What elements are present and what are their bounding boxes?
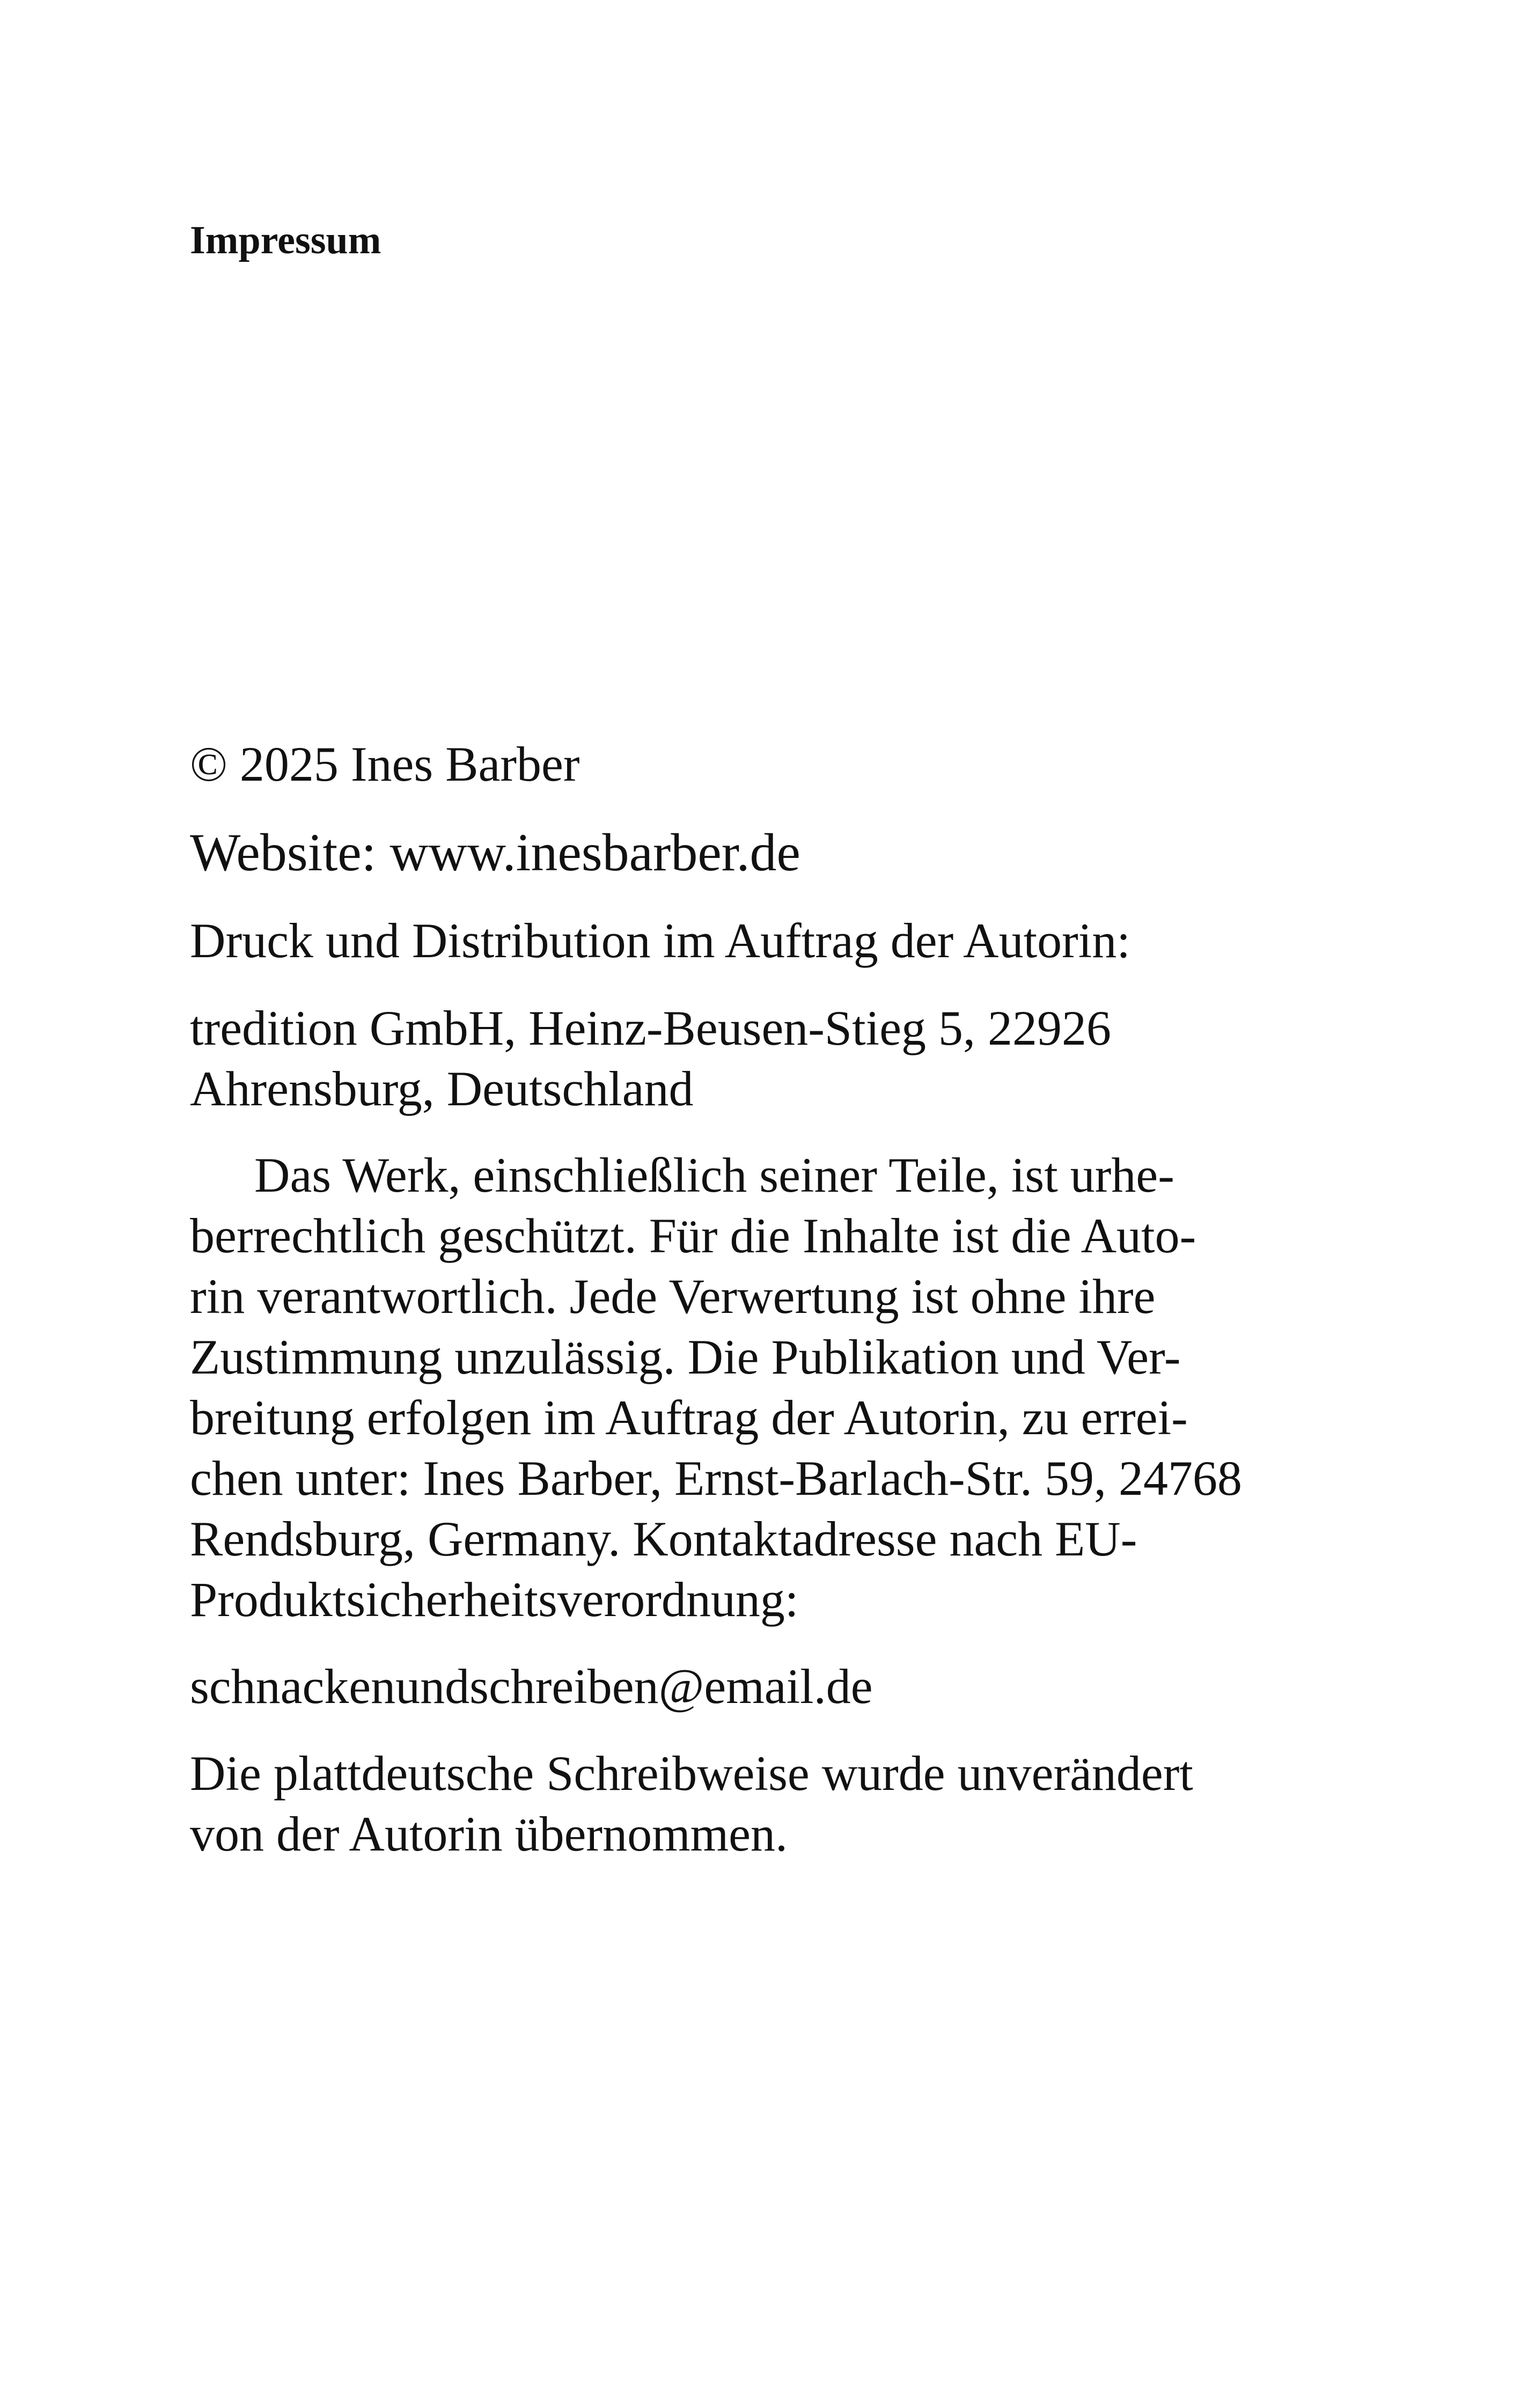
print-distribution-label: Druck und Distribution im Auftrag der Autorin:: [190, 913, 1130, 968]
legal-line: Das Werk, einschließlich seiner Teile, ist urhe-: [254, 1148, 1174, 1202]
legal-line: Produktsicherheitsverordnung:: [190, 1572, 799, 1627]
website-line: Website: www.inesbarber.de: [190, 823, 800, 882]
note-line: Die plattdeutsche Schreibweise wurde unverändert: [190, 1746, 1193, 1801]
legal-line: Rendsburg, Germany. Kontaktadresse nach EU-: [190, 1511, 1137, 1566]
legal-line: breitung erfolgen im Auftrag der Autorin, zu errei-: [190, 1390, 1188, 1445]
page-title: Impressum: [190, 218, 381, 262]
publisher-address: [190, 998, 1307, 1119]
legal-notice: [190, 1145, 1307, 1630]
contact-email: schnackenundschreiben@email.de: [190, 1659, 873, 1714]
publisher-line: tredition GmbH, Heinz-Beusen-Stieg 5, 22926: [190, 1001, 1112, 1055]
publisher-line: Ahrensburg, Deutschland: [190, 1061, 694, 1116]
legal-line: berrechtlich geschützt. Für die Inhalte ist die Auto-: [190, 1208, 1196, 1263]
legal-line: Zustimmung unzulässig. Die Publikation und Ver-: [190, 1330, 1181, 1384]
imprint-page: [190, 0, 1307, 2408]
legal-line: chen unter: Ines Barber, Ernst-Barlach-Str. 59, 24768: [190, 1451, 1242, 1506]
legal-line: rin verantwortlich. Jede Verwertung ist ohne ihre: [190, 1269, 1156, 1324]
copyright-line: © 2025 Ines Barber: [190, 737, 580, 791]
note-line: von der Autorin übernommen.: [190, 1807, 788, 1861]
dialect-note: [190, 1743, 1307, 1864]
